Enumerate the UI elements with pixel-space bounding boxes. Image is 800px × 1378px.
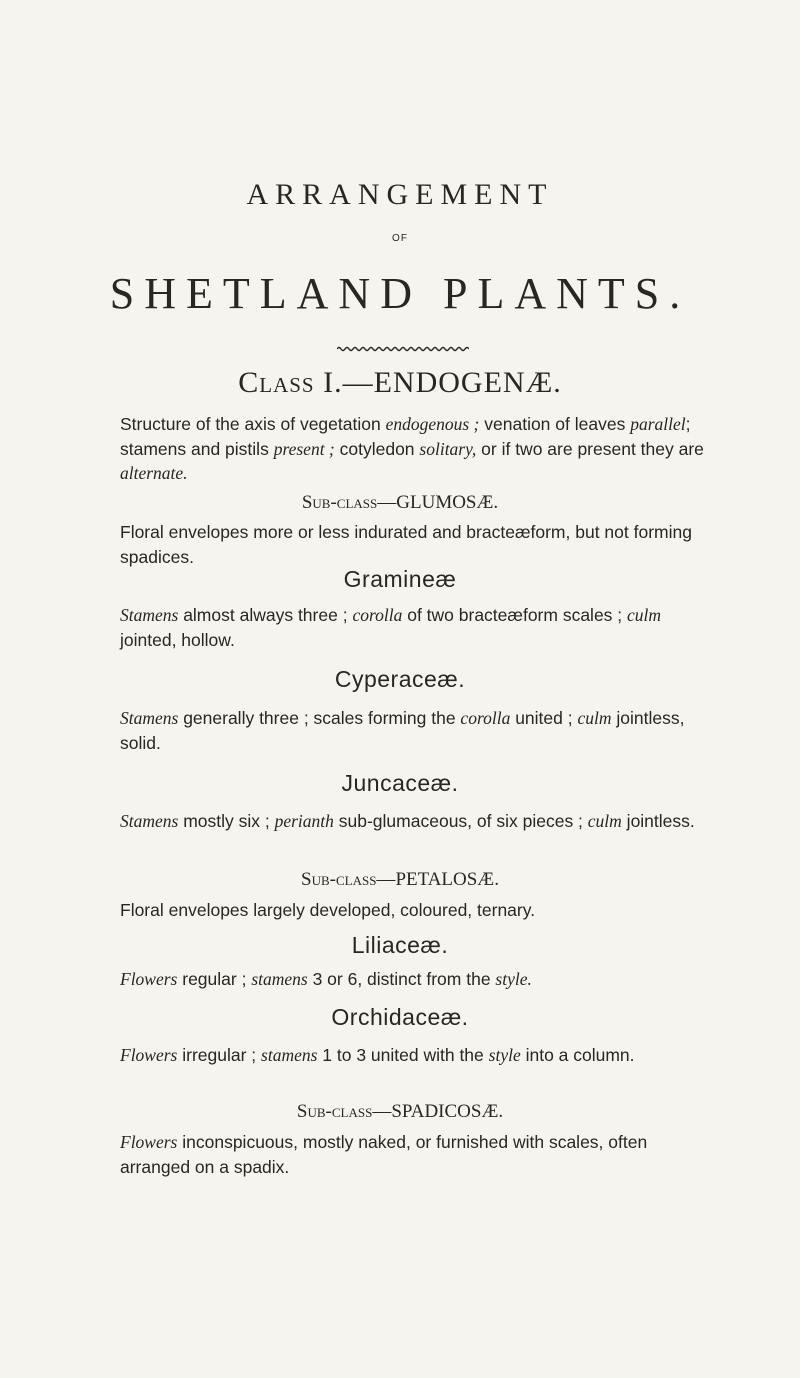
family-cyperaceae: Cyperaceæ. (334, 666, 466, 692)
subclass-spadicosae-heading: Sub-class—SPADICOSÆ. (296, 1101, 504, 1122)
subclass-petalosae-heading: Sub-class—PETALOSÆ. (301, 869, 499, 890)
family-liliaceae: Liliaceæ. (351, 932, 449, 958)
family-orchidaceae: Orchidaceæ. (331, 1004, 469, 1030)
subclass-petalosae-description: Floral envelopes largely developed, coloured, ternary. (120, 900, 536, 920)
class-dash: — (342, 366, 374, 399)
cyperaceae-description: Stamens generally three ; scales forming the corolla united ; culm jointless, solid. (120, 708, 685, 753)
subclass-glumosae-description: Floral envelopes more or less indurated and bracteæform, but not forming spadices. (120, 522, 692, 567)
page-subtitle: SHETLAND PLANTS. (109, 269, 691, 318)
class-prefix: Class I. (238, 366, 343, 399)
gramineae-description: Stamens almost always three ; corolla of two bracteæform scales ; culm jointed, hollow. (120, 605, 662, 650)
class-description: Structure of the axis of vegetation endogenous ; venation of leaves parallel; stamens and pistils present ; cotyledon solitary, or if two are present they are alternate. (120, 414, 704, 483)
orchidaceae-description: Flowers irregular ; stamens 1 to 3 united with the style into a column. (120, 1045, 635, 1065)
subclass-spadicosae-description: Flowers inconspicuous, mostly naked, or furnished with scales, often arranged on a spadix. (120, 1132, 648, 1177)
family-juncaceae: Juncaceæ. (341, 770, 459, 796)
family-gramineae: Gramineæ (343, 566, 457, 592)
class-name: ENDOGENÆ. (373, 366, 562, 399)
liliaceae-description: Flowers regular ; stamens 3 or 6, distinct from the style. (120, 969, 532, 989)
subclass-glumosae-heading: Sub-class—GLUMOSÆ. (301, 492, 499, 513)
page-title: ARRANGEMENT (246, 178, 554, 211)
wavy-divider (337, 346, 469, 352)
juncaceae-description: Stamens mostly six ; perianth sub-glumaceous, of six pieces ; culm jointless. (120, 811, 695, 831)
title-connector: OF (392, 233, 408, 244)
class-heading (0, 366, 800, 400)
